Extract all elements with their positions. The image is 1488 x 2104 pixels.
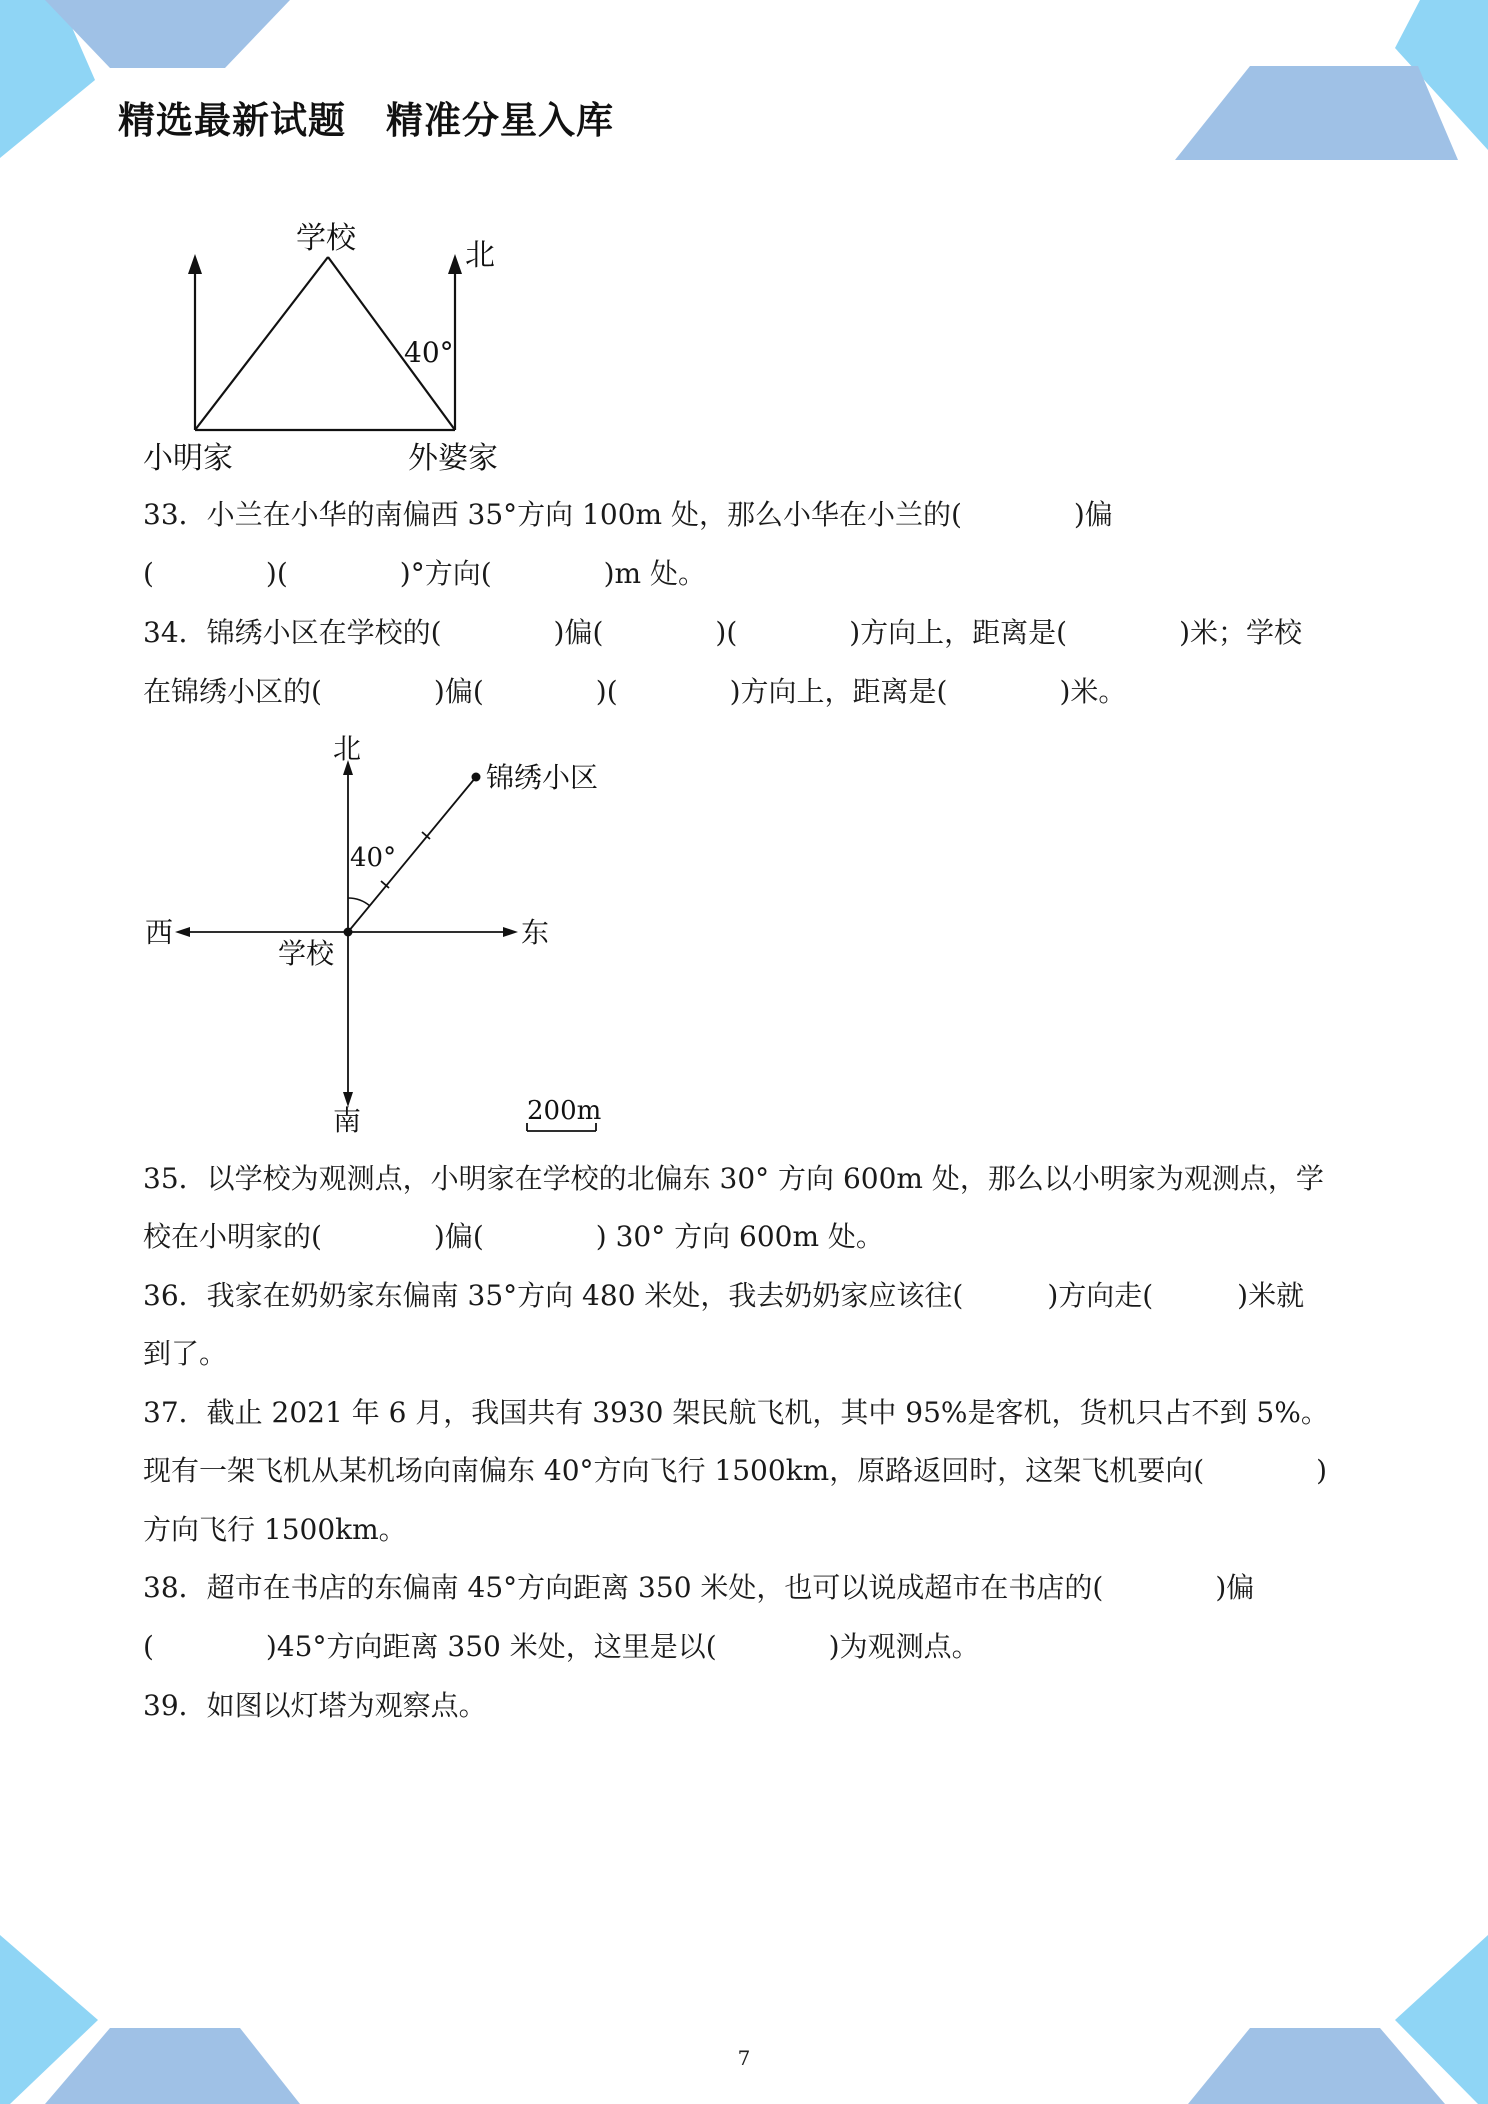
bottom-left-decoration bbox=[0, 1935, 300, 2104]
label-east: 东 bbox=[521, 916, 550, 949]
arrowhead-east bbox=[503, 927, 518, 937]
q34-line2: 在锦绣小区的( )偏( )( )方向上，距离是( )米。 bbox=[143, 675, 1127, 708]
label-angle: 40° bbox=[350, 843, 397, 873]
header-title-part1: 精选最新试题 bbox=[118, 99, 346, 142]
label-angle: 40° bbox=[404, 336, 454, 369]
label-south: 南 bbox=[333, 1104, 362, 1137]
q38-line2: ( )45°方向距离 350 米处，这里是以( )为观测点。 bbox=[143, 1630, 980, 1663]
page-number: 7 bbox=[737, 2046, 751, 2070]
q36-line1: 36．我家在奶奶家东偏南 35°方向 480 米处，我去奶奶家应该往( )方向走( )米就 bbox=[143, 1279, 1305, 1312]
q38-line1: 38．超市在书店的东偏南 45°方向距离 350 米处，也可以说成超市在书店的( )偏 bbox=[143, 1571, 1255, 1604]
q36-line2: 到了。 bbox=[143, 1337, 228, 1370]
label-north: 北 bbox=[465, 238, 495, 273]
figure-compass-diagram bbox=[0, 0, 700, 1150]
label-jinxiu: 锦绣小区 bbox=[486, 761, 599, 794]
arrowhead-west bbox=[175, 927, 190, 937]
q35-line2: 校在小明家的( )偏( ) 30° 方向 600m 处。 bbox=[143, 1220, 884, 1253]
school-point bbox=[344, 928, 353, 937]
label-west: 西 bbox=[145, 916, 174, 949]
label-north: 北 bbox=[333, 732, 362, 765]
jinxiu-point bbox=[472, 773, 481, 782]
q33-line1: 33．小兰在小华的南偏西 35°方向 100m 处，那么小华在小兰的( )偏 bbox=[143, 498, 1113, 531]
header-title-part2: 精准分星入库 bbox=[386, 99, 614, 142]
top-right-decoration bbox=[1175, 0, 1488, 160]
label-scale: 200m bbox=[527, 1096, 602, 1126]
label-school: 学校 bbox=[278, 937, 335, 970]
q37-line1: 37．截止 2021 年 6 月，我国共有 3930 架民航飞机，其中 95%是客机，货机只占不到 5%。 bbox=[143, 1396, 1329, 1429]
bottom-right-decoration bbox=[1188, 1935, 1488, 2104]
q37-line2: 现有一架飞机从某机场向南偏东 40°方向飞行 1500km，原路返回时，这架飞机要向( ) bbox=[143, 1454, 1328, 1487]
angle-arc bbox=[348, 898, 370, 906]
q37-line3: 方向飞行 1500km。 bbox=[143, 1513, 407, 1546]
label-school: 学校 bbox=[296, 221, 356, 256]
q33-line2: ( )( )°方向( )m 处。 bbox=[143, 557, 706, 590]
q39-line1: 39．如图以灯塔为观察点。 bbox=[143, 1689, 487, 1722]
label-grandma-home: 外婆家 bbox=[408, 441, 498, 476]
q34-line1: 34．锦绣小区在学校的( )偏( )( )方向上，距离是( )米；学校 bbox=[143, 616, 1303, 649]
q35-line1: 35．以学校为观测点，小明家在学校的北偏东 30° 方向 600m 处，那么以小明家为观测点，学 bbox=[143, 1162, 1324, 1195]
label-xiaoming-home: 小明家 bbox=[143, 441, 233, 476]
